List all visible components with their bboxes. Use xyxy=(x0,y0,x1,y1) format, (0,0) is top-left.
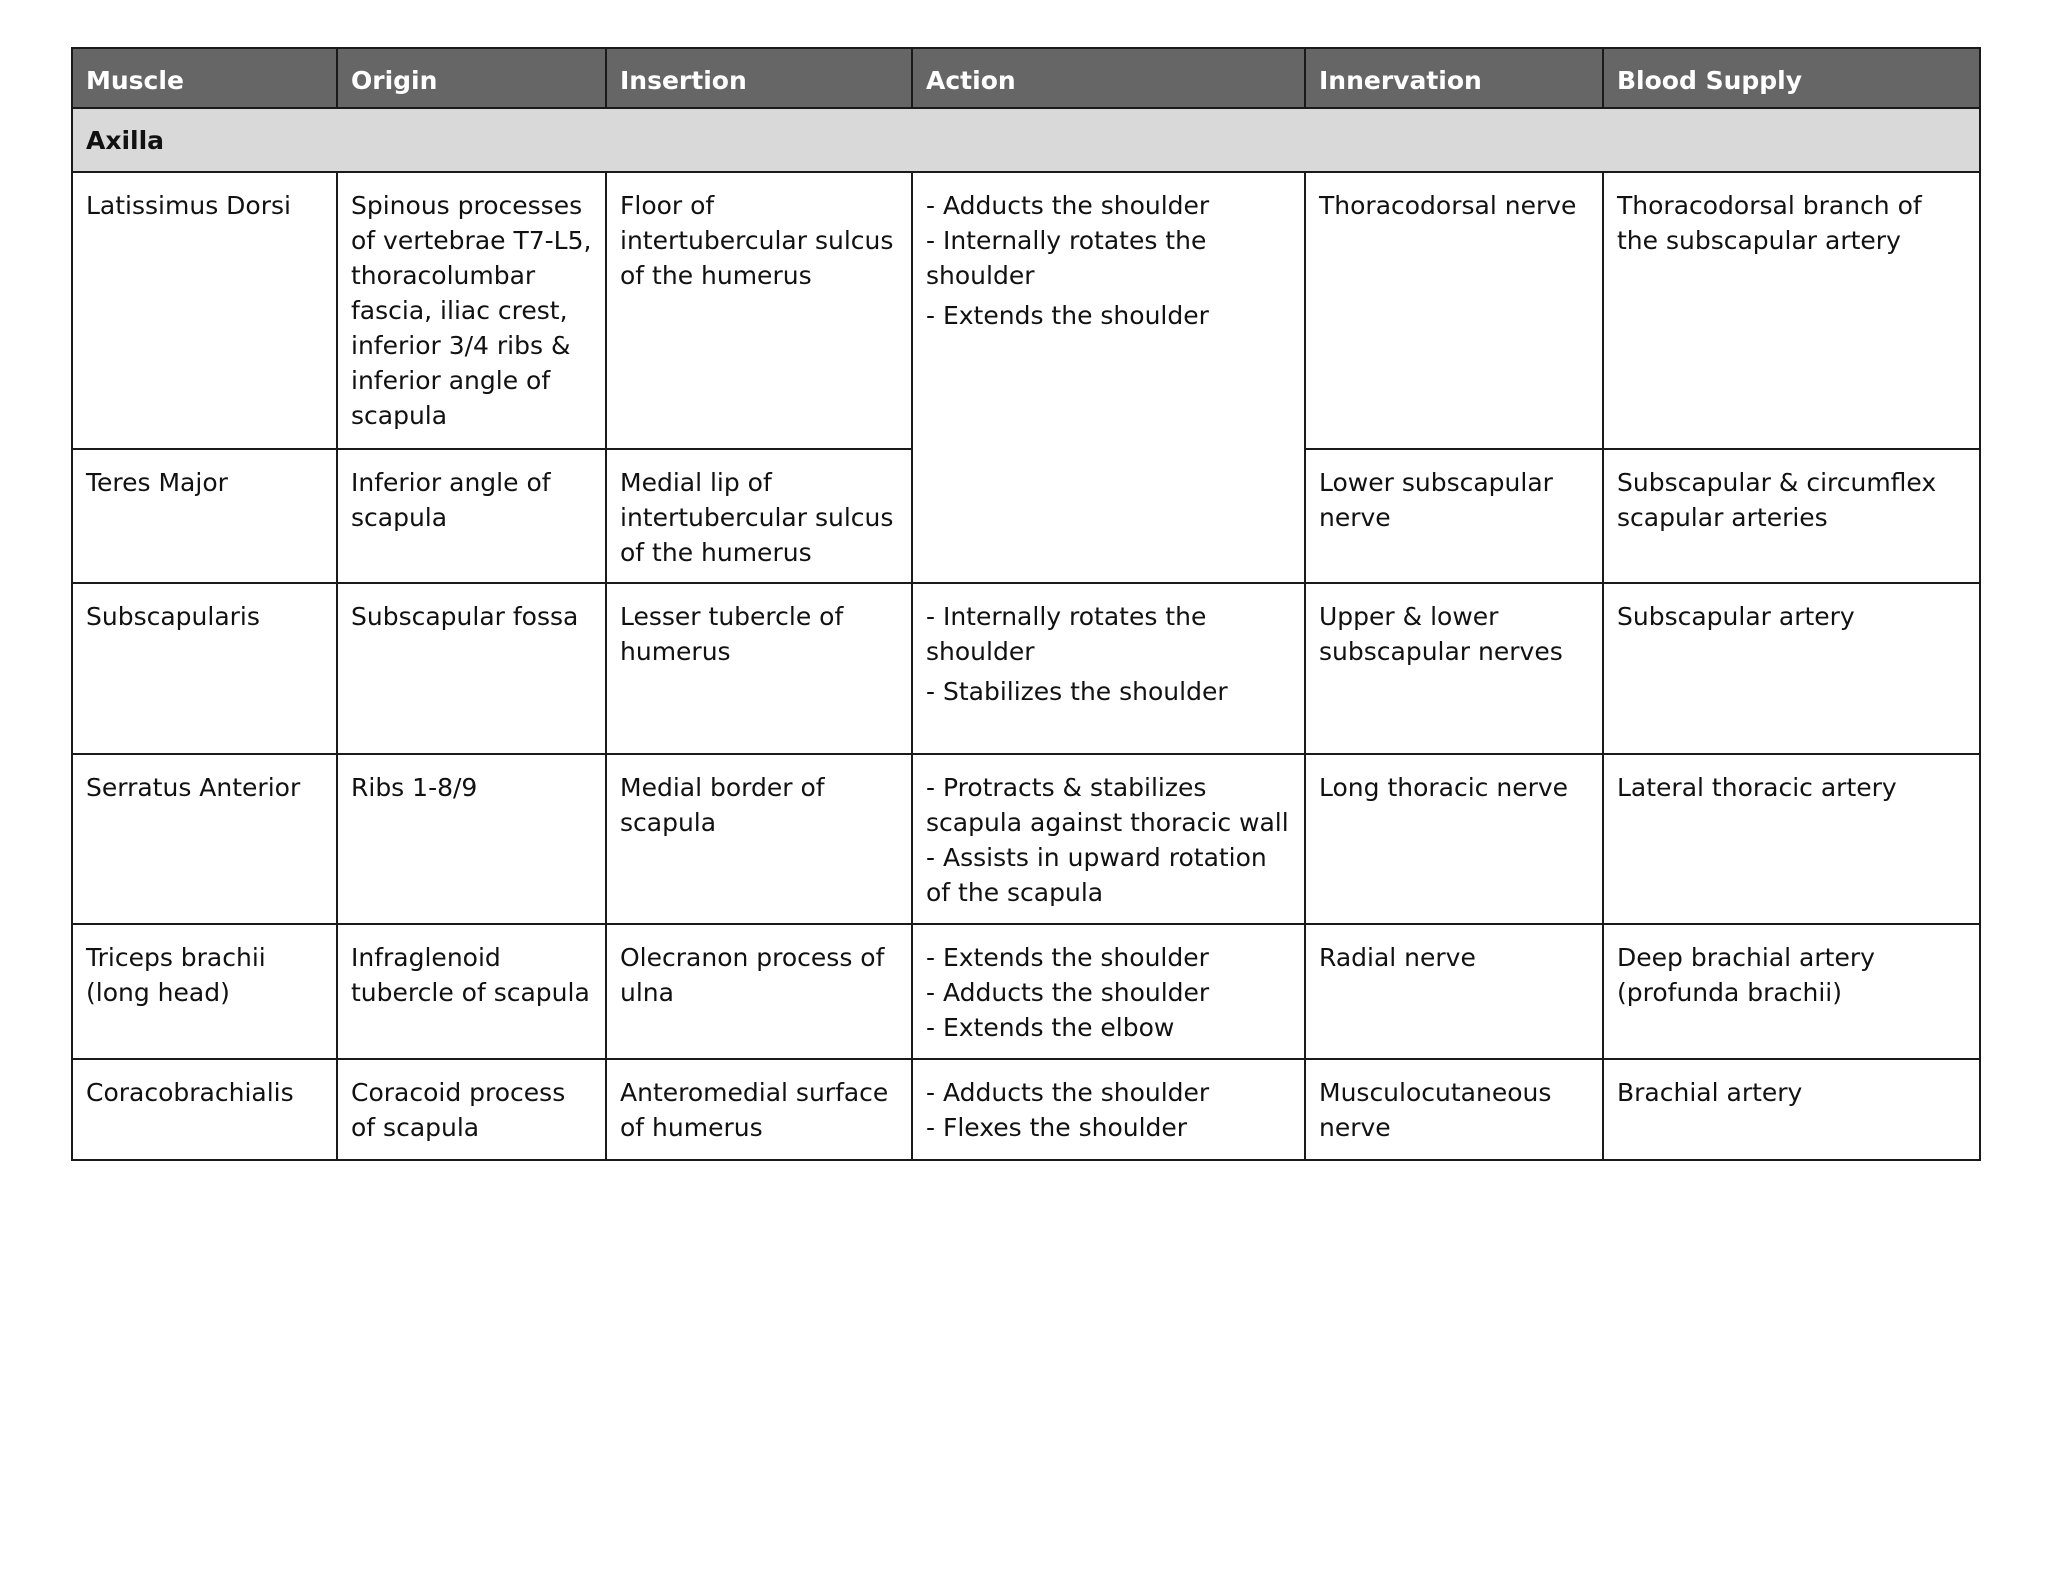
blood-supply-cell: Thoracodorsal branch of the subscapular artery xyxy=(1603,172,1980,449)
action-line: - Assists in upward rotation of the scapula xyxy=(926,843,1267,907)
insertion-cell: Medial lip of intertubercular sulcus of the humerus xyxy=(606,449,912,583)
innervation-cell: Musculocutaneous nerve xyxy=(1305,1059,1603,1160)
muscle-cell: Coracobrachialis xyxy=(72,1059,337,1160)
muscle-table xyxy=(71,47,1981,1161)
table-row xyxy=(72,1059,1980,1160)
origin-cell: Spinous processes of vertebrae T7-L5, thoracolumbar fascia, iliac crest, inferior 3/4 ribs & inferior angle of scapula xyxy=(337,172,606,449)
action-cell xyxy=(912,1059,1305,1160)
innervation-cell: Upper & lower subscapular nerves xyxy=(1305,583,1603,754)
table-row xyxy=(72,583,1980,754)
muscle-cell: Serratus Anterior xyxy=(72,754,337,924)
table-row xyxy=(72,754,1980,924)
action-line: - Adducts the shoulder xyxy=(926,978,1210,1007)
muscle-cell: Latissimus Dorsi xyxy=(72,172,337,449)
muscle-cell: Teres Major xyxy=(72,449,337,583)
header-muscle: Muscle xyxy=(72,48,337,108)
action-cell xyxy=(912,754,1305,924)
action-line: - Adducts the shoulder xyxy=(926,191,1210,220)
blood-supply-cell: Lateral thoracic artery xyxy=(1603,754,1980,924)
innervation-cell: Radial nerve xyxy=(1305,924,1603,1059)
header-row xyxy=(72,48,1980,108)
header-action: Action xyxy=(912,48,1305,108)
action-line: - Adducts the shoulder xyxy=(926,1078,1210,1107)
table-row xyxy=(72,172,1980,449)
origin-cell: Subscapular fossa xyxy=(337,583,606,754)
origin-cell: Inferior angle of scapula xyxy=(337,449,606,583)
blood-supply-cell: Subscapular & circumflex scapular arteries xyxy=(1603,449,1980,583)
innervation-cell: Thoracodorsal nerve xyxy=(1305,172,1603,449)
innervation-cell: Long thoracic nerve xyxy=(1305,754,1603,924)
section-row xyxy=(72,108,1980,172)
origin-cell: Infraglenoid tubercle of scapula xyxy=(337,924,606,1059)
action-cell xyxy=(912,583,1305,754)
insertion-cell: Floor of intertubercular sulcus of the humerus xyxy=(606,172,912,449)
action-line: - Extends the shoulder xyxy=(926,301,1209,330)
blood-supply-cell: Subscapular artery xyxy=(1603,583,1980,754)
section-title: Axilla xyxy=(72,108,1980,172)
action-line: - Protracts & stabilizes scapula against thoracic wall xyxy=(926,773,1289,837)
blood-supply-cell: Deep brachial artery (profunda brachii) xyxy=(1603,924,1980,1059)
header-insertion: Insertion xyxy=(606,48,912,108)
action-line: - Extends the shoulder xyxy=(926,943,1209,972)
action-line: - Internally rotates the shoulder xyxy=(926,602,1207,666)
origin-cell: Coracoid process of scapula xyxy=(337,1059,606,1160)
table-row xyxy=(72,924,1980,1059)
insertion-cell: Anteromedial surface of humerus xyxy=(606,1059,912,1160)
blood-supply-cell: Brachial artery xyxy=(1603,1059,1980,1160)
header-innervation: Innervation xyxy=(1305,48,1603,108)
action-cell xyxy=(912,172,1305,583)
innervation-cell: Lower subscapular nerve xyxy=(1305,449,1603,583)
action-line: - Flexes the shoulder xyxy=(926,1113,1188,1142)
muscle-cell: Subscapularis xyxy=(72,583,337,754)
origin-cell: Ribs 1-8/9 xyxy=(337,754,606,924)
insertion-cell: Medial border of scapula xyxy=(606,754,912,924)
insertion-cell: Lesser tubercle of humerus xyxy=(606,583,912,754)
header-blood-supply: Blood Supply xyxy=(1603,48,1980,108)
action-cell xyxy=(912,924,1305,1059)
muscle-cell: Triceps brachii (long head) xyxy=(72,924,337,1059)
action-line: - Internally rotates the shoulder xyxy=(926,226,1207,290)
action-line: - Extends the elbow xyxy=(926,1013,1175,1042)
insertion-cell: Olecranon process of ulna xyxy=(606,924,912,1059)
action-line: - Stabilizes the shoulder xyxy=(926,677,1228,706)
header-origin: Origin xyxy=(337,48,606,108)
